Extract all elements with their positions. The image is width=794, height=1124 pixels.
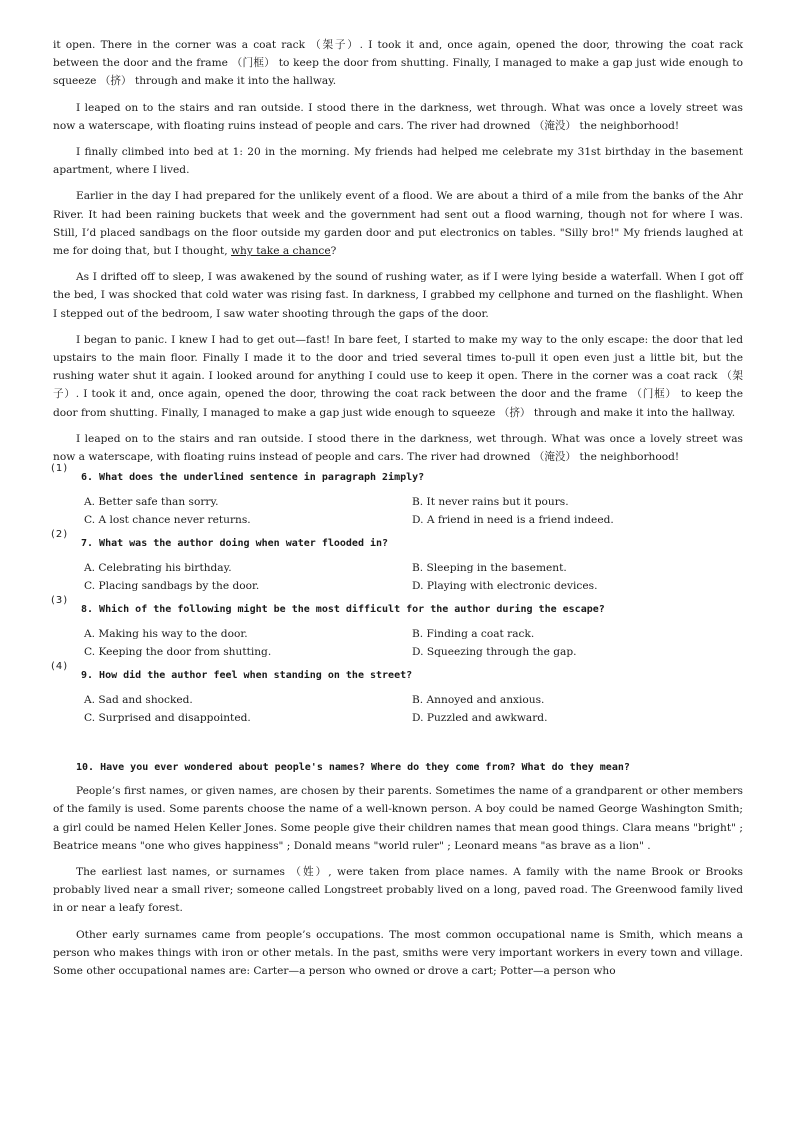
option-d[interactable]: D. Squeezing through the gap. — [412, 646, 577, 659]
question-number: (2) — [51, 529, 69, 541]
passage-paragraph: I finally climbed into bed at 1: 20 in the morning. My friends had helped me celebrate my 31st birthday in the basement apartment, where I lived. — [53, 146, 743, 177]
option-c[interactable]: C. Placing sandbags by the door. — [84, 580, 260, 593]
option-b[interactable]: B. Sleeping in the basement. — [412, 562, 567, 575]
option-d[interactable]: D. Playing with electronic devices. — [412, 580, 598, 593]
option-b[interactable]: B. Finding a coat rack. — [412, 628, 535, 641]
question-4 — [51, 661, 743, 727]
question-3 — [51, 595, 743, 661]
paragraph-text: Earlier in the day I had prepared for the unlikely event of a flood. We are about a third of a mile from the banks of the Ahr River. It had been raining buckets that week and the government had sent out a flood warning, though not for where I was. Still, I’d placed sandbags on the floor outside my garden door and put electronics on tables. "Silly bro!" My friends laughed at me for doing that, but I thought, — [53, 190, 743, 258]
question-number: (4) — [51, 661, 69, 673]
option-c[interactable]: C. Surprised and disappointed. — [84, 712, 251, 725]
option-a[interactable]: A. Making his way to the door. — [84, 628, 248, 641]
option-b[interactable]: B. It never rains but it pours. — [412, 496, 569, 509]
section-heading: 10. Have you ever wondered about people's names? Where do they come from? What do they mean? — [76, 762, 630, 774]
passage-paragraph: I leaped on to the stairs and ran outside. I stood there in the darkness, wet through. What was once a lovely street was now a waterscape, with floating ruins instead of people and cars. The river had drowned （淹没） the neighborhood! — [53, 101, 743, 132]
question-1 — [51, 463, 743, 529]
question-2 — [51, 529, 743, 595]
question-number: (1) — [51, 463, 69, 475]
option-c[interactable]: C. Keeping the door from shutting. — [84, 646, 272, 659]
question-stem: 9. How did the author feel when standing on the street? — [81, 670, 413, 682]
question-stem: 7. What was the author doing when water flooded in? — [81, 538, 389, 550]
option-d[interactable]: D. Puzzled and awkward. — [412, 712, 548, 725]
paragraph-text: ? — [330, 245, 337, 258]
option-a[interactable]: A. Celebrating his birthday. — [84, 562, 232, 575]
passage-paragraph: I leaped on to the stairs and ran outside. I stood there in the darkness, wet through. What was once a lovely street was now a waterscape, with floating ruins instead of people and cars. The river had drowned （淹没） the neighborhood! — [53, 432, 743, 464]
option-b[interactable]: B. Annoyed and anxious. — [412, 694, 545, 707]
passage-paragraph: The earliest last names, or surnames （姓）, were taken from place names. A family with the name Brook or Brooks probably lived near a small river; someone called Longstreet probably lived on a long, paved road. The Greenwood family lived in or near a leafy forest. — [53, 866, 743, 915]
passage-paragraph: it open. There in the corner was a coat rack （架子）. I took it and, once again, opened the door, throwing the coat rack between the door and the frame （门框） to keep the door from shutting. Finally, I managed to make a gap just wide enough to squeeze （挤） through and make it into the hallway. — [53, 39, 743, 88]
question-stem: 6. What does the underlined sentence in paragraph 2imply? — [81, 472, 425, 484]
answer-options — [53, 625, 743, 661]
exam-page — [53, 36, 743, 988]
passage-paragraph: As I drifted off to sleep, I was awakened by the sound of rushing water, as if I were lying beside a waterfall. When I got off the bed, I was shocked that cold water was rising fast. In darkness, I grabbed my cellphone and turned on the flashlight. When I stepped out of the bedroom, I saw water shooting through the gaps of the door. — [53, 271, 743, 320]
question-stem: 8. Which of the following might be the most difficult for the author during the escape? — [81, 604, 605, 616]
underlined-sentence: why take a chance — [230, 245, 331, 258]
answer-options — [53, 691, 743, 727]
passage-paragraph: I began to panic. I knew I had to get out—fast! In bare feet, I started to make my way to the only escape: the door that led upstairs to the main floor. Finally I made it to the door and tried several times to-pull it open even just a little bit, but the rushing water shut it again. I looked around for anything I could use to keep it open. There in the corner was a coat rack （架子）. I took it and, once again, opened the door, throwing the coat rack between the door and the frame （门框） to keep the door from shutting. Finally, I managed to make a gap just wide enough to squeeze （挤） through and make it into the hallway. — [53, 333, 743, 419]
question-number: (3) — [51, 595, 69, 607]
passage-paragraph: Other early surnames came from people’s occupations. The most common occupational name is Smith, which means a person who makes things with iron or other metals. In the past, smiths were very important workers in every town and village. Some other occupational names are: Carter—a person who owned or drove a cart; Potter—a person who — [53, 928, 743, 978]
passage-paragraph: People’s first names, or given names, are chosen by their parents. Sometimes the name of a grandparent or other members of the family is used. Some parents choose the name of a well-known person. A boy could be named George Washington Smith; a girl could be named Helen Keller Jones. Some people give their children names that mean good things. Clara means "bright" ; Beatrice means "one who gives happiness" ; Donald means "world ruler" ; Leonard means "as brave as a lion" . — [53, 785, 743, 852]
option-a[interactable]: A. Sad and shocked. — [84, 694, 193, 707]
answer-options — [53, 559, 743, 595]
option-a[interactable]: A. Better safe than sorry. — [84, 496, 219, 509]
passage-paragraph — [53, 187, 743, 260]
answer-options — [53, 493, 743, 529]
option-d[interactable]: D. A friend in need is a friend indeed. — [412, 514, 614, 527]
option-c[interactable]: C. A lost chance never returns. — [84, 514, 251, 527]
